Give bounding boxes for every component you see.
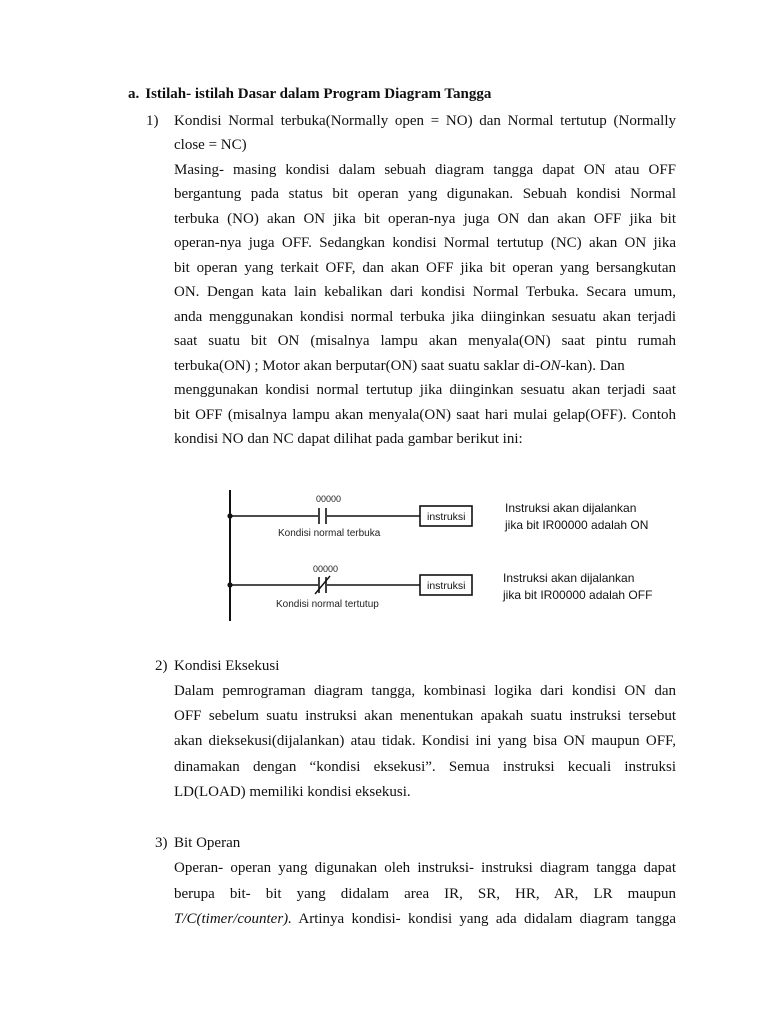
rung-1-box-label: instruksi [427,511,466,523]
rung-1-note-line-1: Instruksi akan dijalankan [505,501,637,515]
rung-2-box-label: instruksi [427,580,466,592]
rung-2-contact-label: Kondisi normal tertutup [276,599,379,610]
item-1-line-11: bit OFF (misalnya lampu akan menyala(ON) saat hari mulai gelap(OFF). Contoh [174,407,676,423]
rung-2-note-line-1: Instruksi akan dijalankan [503,571,635,585]
item-3-line-1: Operan- operan yang digunakan oleh instruksi- instruksi diagram tangga dapat [174,860,676,876]
item-1-line-4: operan-nya juga OFF. Sedangkan kondisi Normal tertutup (NC) akan ON jika [174,235,676,251]
item-3-line-3-italic: T/C(timer/counter). [174,911,292,927]
item-1-line-7: anda menggunakan kondisi normal terbuka jika diinginkan sesuatu akan terjadi [174,309,676,325]
rung-1-note-line-2: jika bit IR00000 adalah ON [505,518,649,532]
item-2-line-5: LD(LOAD) memiliki kondisi eksekusi. [174,784,411,800]
item-1-line-9-after: -kan). Dan [560,358,625,374]
item-1-line-2: bergantung pada status bit operan yang digunakan. Sebuah kondisi Normal [174,186,676,202]
ladder-diagram [222,488,662,623]
item-1-line-1: Masing- masing kondisi dalam sebuah diagram tangga dapat ON atau OFF [174,162,676,178]
rung-2-note-line-2: jika bit IR00000 adalah OFF [503,588,653,602]
item-3-number: 3) [155,835,168,851]
item-1-line-6: ON. Dengan kata lain kebalikan dari kondisi Normal Terbuka. Secara umum, [174,284,676,300]
item-2-line-4: dinamakan dengan “kondisi eksekusi”. Semua instruksi kecuali instruksi [174,759,676,775]
rung-1-address: 00000 [316,494,342,504]
item-1-line-8: saat suatu bit ON (misalnya lampu akan menyala(ON) saat pintu rumah [174,333,676,349]
item-3-line-3-after: Artinya kondisi- kondisi yang ada didalam diagram tangga [291,911,676,927]
item-3-line-2: berupa bit- bit yang didalam area IR, SR, HR, AR, LR maupun [174,886,676,902]
item-1-line-12: kondisi NO dan NC dapat dilihat pada gambar berikut ini: [174,431,523,447]
item-3-line-3 [174,909,676,929]
item-2-title: Kondisi Eksekusi [174,658,280,674]
section-title: Istilah- istilah Dasar dalam Program Diagram Tangga [145,86,492,102]
section-label: a. [128,86,140,102]
item-1-line-9-before: terbuka(ON) ; Motor akan berputar(ON) saat suatu saklar di- [174,358,540,374]
rung-1-contact-label: Kondisi normal terbuka [278,528,381,539]
item-1-line-5: bit operan yang terkait OFF, dan akan OFF jika bit operan yang bersangkutan [174,260,676,276]
item-1-line-9-italic: ON [539,358,561,374]
item-1-title-line-2: close = NC) [174,137,247,153]
item-1-number: 1) [146,113,159,129]
item-2-line-3: akan dieksekusi(dijalankan) atau tidak. Kondisi ini yang bisa ON maupun OFF, [174,733,676,749]
item-1-line-10: menggunakan kondisi normal tertutup jika diinginkan sesuatu akan terjadi saat [174,382,676,398]
item-1-line-9 [174,356,625,376]
item-2-line-1: Dalam pemrograman diagram tangga, kombinasi logika dari kondisi ON dan [174,683,676,699]
item-1-line-3: terbuka (NO) akan ON jika bit operan-nya juga ON dan akan OFF jika bit [174,211,676,227]
rung-normally-closed [227,564,652,610]
item-1-title-line-1: Kondisi Normal terbuka(Normally open = NO) dan Normal tertutup (Normally [174,113,676,129]
item-3-title: Bit Operan [174,835,241,851]
item-2-line-2: OFF sebelum suatu instruksi akan menentukan apakah suatu instruksi tersebut [174,708,676,724]
section-heading [128,84,491,104]
item-2-number: 2) [155,658,168,674]
rung-2-address: 00000 [313,564,339,574]
rung-normally-open [227,494,648,539]
